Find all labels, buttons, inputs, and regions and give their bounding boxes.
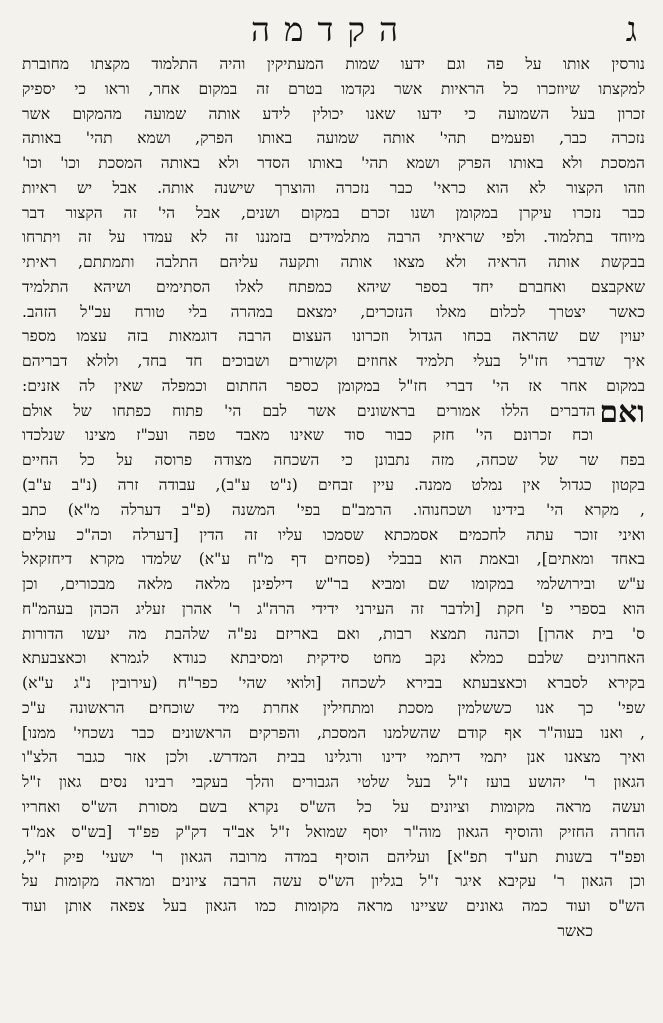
text-line: בקירא לסברא וכאצבעתא בבירא לשכחה [ולואי שהי' כפר"ח (עירובין נ"ג ע"א) [22, 674, 645, 693]
text-line: וכח זכרונם הי' חזק כבור סוד שאינו מאבד טפה ועכ"ז מצינו שנלכדו [22, 426, 593, 445]
text-line: זכרון בעל השמועה כי ידעו שאנו יכולין לידע אותה שמועה מהמקום אשר [22, 104, 645, 123]
body-text [22, 52, 645, 944]
text-line: בבקשת אותה הראיה ולא מצאו אותה ותקעה עליהם התלבה ותמתתם, ראיתי [22, 253, 645, 272]
text-line-last: כאשר [557, 921, 593, 940]
text-line: ע"ש ובירושלמי במקומו שם ומביא בר"ש דילפינן מלאה מלאה מבכורים, וכן [22, 575, 645, 594]
text-line: ואיך מצאנו אנן יתמי דיתמי ידינו ורגלינו בבית המדרש. ולכן אזר כגבר הלצ"ו [22, 748, 645, 767]
text-line: , מקרא הי' בידינו ושכחנוהו. הרמב"ם בפי' המשנה (פ"ב דערלה מ"א) כתב [22, 500, 645, 519]
text-line: שאקבצם ואחברם יחד בספר שיהא כמפתח לאלו הסתימים ושיהא התלמיד [22, 277, 645, 296]
text-line: במקום אחר אז הי' דברי חז"ל במקומן כספר החתום וכמפלה שאין לה אזנים: [22, 376, 645, 395]
large-initial-word: ואם [599, 398, 645, 424]
page-number: ג [625, 10, 637, 50]
text-line: יעוין שם שהראה בכחו הגדול וזכרונו העצום הרבה דוגמאות בזה עצמו מספר [22, 327, 645, 346]
text-line: כבר נזכרו עיקרן במקומן ושנו זכרם במקום ושנים, אבל הי' זה הקצור דבר [22, 203, 645, 222]
text-line: מיוחד בתלמוד. ולפי שראיתי הרבה מתלמידים בזמננו זה לא עמדו על זה ויתרחו [22, 228, 645, 247]
text-line: נזכרה כבר, ופעמים תהי' אותה שמועה באותו הפרק, ושמא תהי' באותה [22, 129, 645, 148]
page-title: הקדמה [250, 10, 413, 49]
text-line: איך שדברי חז"ל בעלי תלמיד אחוזים וקשורים ושבוכים חד בחד, ולולא דבריהם [22, 352, 645, 371]
text-line: , ואנו בעוה"ר אף קודם שהשלמנו המסכת, והפרקים הראשונים כבר נשכחי' ממנו] [22, 723, 645, 742]
text-line: באחד ומאתים], ובאמת הוא בבבלי (פסחים דף מ"ח ע"א) שלמדו מקרא דיחזקאל [22, 550, 645, 569]
text-line: בפח שר של שכחה, מזה נתבונן כי השכחה מצודה פרוסה על כל החיים [22, 451, 645, 470]
text-line: למקצתו שיוזכרו כל הראיות אשר נקדמו בטרם זה במקום אחר, וראו כי יספיק [22, 79, 645, 98]
text-line: וזהו הקצור לא הוא כראי' כבר נזכרה והוצרך שישנה אותה. אבל יש ראיות [22, 178, 645, 197]
text-line: ועשה מראה מקומות וציונים על כל הש"ס נקרא בשם מסורת הש"ס ואחריו [22, 797, 645, 816]
text-line: החרה החזיק והוסיף הגאון מוה"ר יוסף שמואל ז"ל אב"ד דק"ק פפ"ד [בש"ס אמ"ד [22, 822, 645, 841]
text-line: הגאון ר' יהושע בועז ז"ל בעל שלטי הגבורים והלך בעקבי רבינו נסים גאון ז"ל [22, 773, 645, 792]
text-line: הש"ס ועוד כמה גאונים שציינו מראה מקומות כמו הגאון בעל צפאה אותן ועוד [22, 897, 645, 916]
page-header [22, 8, 641, 52]
text-line-content: הדברים הללו אמורים בראשונים אשר לבם הי' פתוח כפתחו של אולם [22, 401, 596, 420]
text-line: בקטון כגדול אין נמלט ממנה. עיין זבחים (נ"ט ע"ב), עבודה זרה (נ"ב ע"ב) [22, 476, 645, 495]
text-line: המסכת ולא באותו הפרק ושמא תהי' באותו הסדר ולא באותה המסכת וכו' וכו' [22, 154, 645, 173]
text-line-with-initial [22, 399, 645, 424]
text-line: כאשר יצטרך לכלום מאלו הנזכרים, ימצאם במהרה בלי טורח עכ"ל הזהב. [22, 302, 645, 321]
text-line: ס' בית אהרן] וכהנה תמצא רבות, ואם באריזם נפ"ה שלהבת מה יעשו הדורות [22, 624, 645, 643]
text-line: וכן הגאון ר' עקיבא איגר ז"ל בגליון הש"ס עשה הרבה ציונים ומראה מקומות על [22, 872, 645, 891]
text-line: ואיני זוכר עתה לחכמים אסמכתא שסמכו עליו זה הדין [דערלה וכה"כ עולים [22, 525, 645, 544]
text-line: האחרונים שלבם כמלא נקב מחט סידקית ומסיבתא כנודא לגמרא וכאצבעתא [22, 649, 645, 668]
text-line: ופפ"ד בשנות תע"ד תפ"א] ועליהם הוסיף במדה מרובה הגאון ר' ישעי' פיק ז"ל, [22, 847, 645, 866]
text-line: נורסין אותו על פה וגם ידעו שמות המעתיקין והיה התלמוד מקצתו מחוברת [22, 55, 645, 73]
text-line: שפי' כך אנו כששלמין מסכת ומתחילין אחרת מיד שוכחים הראשונה ע"כ [22, 698, 645, 717]
text-line: הוא בספרי פ' חקת [ולדבר זה העירני ידידי הרה"ג ר' אהרן זעליג הכהן בעהמ"ח [22, 599, 645, 618]
